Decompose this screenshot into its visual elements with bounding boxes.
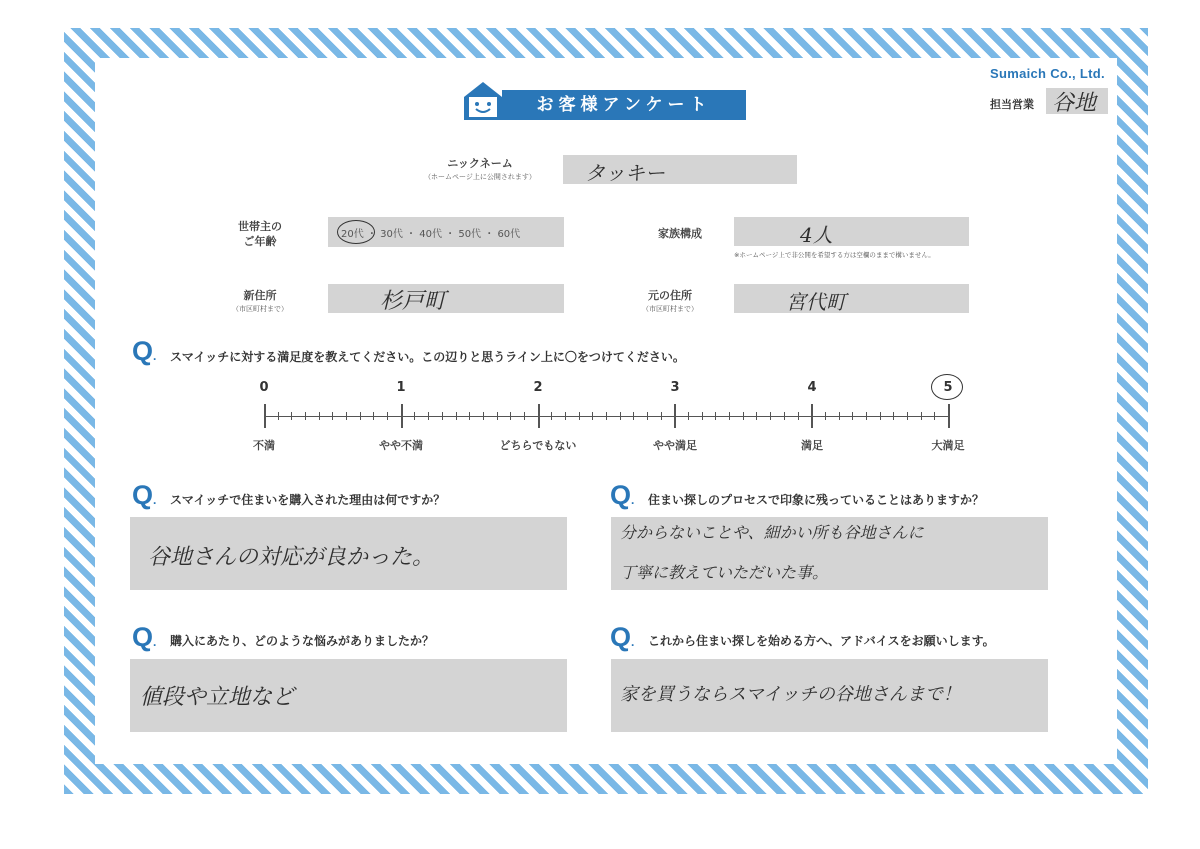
age-options: 20代 ・ 30代 ・ 40代 ・ 50代 ・ 60代: [341, 229, 521, 240]
scale-label-0: 不満: [253, 439, 275, 452]
age-option-50[interactable]: 50代: [458, 229, 482, 240]
satisfaction-question: スマイッチに対する満足度を教えてください。この辺りと思うライン上に〇をつけてください。: [170, 350, 685, 364]
new-address-value: 杉戸町: [380, 289, 447, 314]
old-address-value: 宮代町: [786, 290, 846, 314]
sales-rep-name: 谷地: [1052, 91, 1097, 116]
answer-reason-line1: 谷地さんの対応が良かった。: [148, 545, 435, 570]
scale-selected-circle: [931, 374, 963, 400]
family-note: ※ホームページ上で非公開を希望する方は空欄のままで構いません。: [734, 251, 935, 259]
scale-label-4: 満足: [801, 439, 823, 452]
survey-title: [462, 80, 747, 122]
q-mark-process: Q.: [610, 480, 635, 510]
nickname-value: タッキー: [585, 161, 665, 185]
scale-label-2: どちらでもない: [499, 439, 577, 452]
nickname-label: ニックネーム: [447, 157, 513, 170]
age-selected-circle: [337, 220, 375, 244]
scale-major-tick: [948, 404, 950, 428]
question-concerns: 購入にあたり、どのような悩みがありましたか？: [170, 634, 435, 648]
q-mark-satisfaction: Q.: [132, 336, 157, 366]
answer-process-line2: 丁寧に教えていただいた事。: [620, 563, 829, 582]
age-label-line1: 世帯主の: [238, 220, 282, 233]
age-option-60[interactable]: 60代: [497, 229, 521, 240]
scale-number-0: 0: [259, 380, 269, 395]
scale-number-1: 1: [396, 380, 406, 395]
age-option-20[interactable]: 20代: [341, 229, 364, 240]
old-address-field[interactable]: [734, 284, 969, 313]
scale-label-1: やや不満: [379, 439, 423, 452]
q-mark-advice: Q.: [610, 622, 635, 652]
age-option-30[interactable]: 30代: [380, 229, 403, 240]
family-value: 4人: [800, 223, 833, 247]
scale-line: [264, 416, 948, 417]
age-label-line2: ご年齢: [243, 235, 277, 248]
scale-label-5: 大満足: [931, 439, 965, 452]
answer-process-line1: 分からないことや、細かい所も谷地さんに: [620, 523, 924, 542]
scale-number-2: 2: [533, 380, 543, 395]
scale-number-4: 4: [807, 380, 817, 395]
family-field[interactable]: [734, 217, 969, 246]
old-address-sublabel: （市区町村まで）: [642, 305, 698, 313]
question-advice: これから住まい探しを始める方へ、アドバイスをお願いします。: [648, 634, 995, 648]
scale-number-5: 5: [943, 380, 953, 395]
new-address-sublabel: （市区町村まで）: [232, 305, 288, 313]
new-address-label: 新住所: [243, 289, 277, 302]
question-reason: スマイッチで住まいを購入された理由は何ですか？: [170, 493, 446, 507]
age-option-40[interactable]: 40代: [419, 229, 442, 240]
old-address-label: 元の住所: [648, 289, 692, 302]
scale-label-3: やや満足: [653, 439, 697, 452]
house-smile-icon: [462, 80, 504, 122]
q-mark-concerns: Q.: [132, 622, 157, 652]
sales-rep-label: 担当営業: [990, 98, 1034, 111]
answer-concerns-line1: 値段や立地など: [140, 685, 295, 710]
q-mark-reason: Q.: [132, 480, 157, 510]
company-name: Sumaich Co., Ltd.: [990, 66, 1105, 81]
question-process: 住まい探しのプロセスで印象に残っていることはありますか？: [648, 493, 985, 507]
nickname-sublabel: （ホームページ上に公開されます）: [424, 173, 536, 181]
family-label: 家族構成: [658, 227, 702, 240]
scale-number-3: 3: [670, 380, 680, 395]
answer-advice-line1: 家を買うならスマイッチの谷地さんまで！: [620, 684, 961, 705]
survey-title-text: お客様アンケート: [502, 90, 746, 120]
